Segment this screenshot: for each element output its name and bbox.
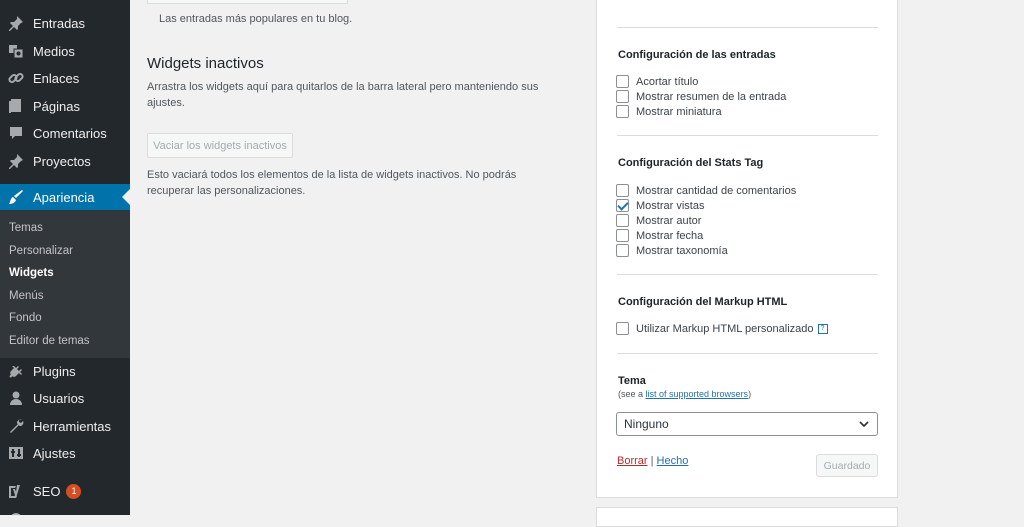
menu-label: Proyectos [33,153,91,169]
option-mostrar-fecha[interactable] [616,228,703,243]
option-mostrar-autor[interactable] [616,213,701,228]
admin-sidebar [0,0,130,515]
menu-item-medios[interactable] [0,38,130,64]
plugin-icon [6,361,26,381]
select-value: Ninguno [624,417,669,431]
inactive-widgets-title: Widgets inactivos [147,55,264,72]
option-label: Mostrar miniatura [636,105,722,118]
menu-label: SEO [33,483,61,499]
pages-icon [6,96,26,116]
checkbox[interactable] [616,184,629,197]
paintbrush-icon [6,187,26,207]
menu-label: Comentarios [33,125,107,141]
clear-inactive-note: Esto vaciará todos los elementos de la lista de widgets inactivos. No podrás recuperar las personalizaciones. [147,169,517,197]
theme-note [618,389,751,399]
delete-link[interactable]: Borrar [617,455,648,467]
submenu-item-menus[interactable]: Menús [9,290,44,302]
menu-label: Páginas [33,98,80,114]
submenu-item-fondo[interactable]: Fondo [9,312,42,324]
link-icon [6,68,26,88]
menu-item-comentarios[interactable] [0,120,130,146]
widget-settings-panel [596,0,898,498]
widget-box-edge [147,0,348,4]
inactive-widgets-description: Arrastra los widgets aquí para quitarlos de la barra lateral pero manteniendo sus ajustes. [147,81,539,109]
option-mostrar-miniatura[interactable] [616,104,722,119]
separator: | [650,455,654,467]
submenu-item-temas[interactable]: Temas [9,222,43,234]
pushpin-icon [6,151,26,171]
checkbox[interactable] [616,229,629,242]
chevron-down-icon [858,417,870,434]
menu-item-plugins[interactable] [0,358,130,384]
widget-control-actions [617,455,688,467]
supported-browsers-link[interactable]: list of supported browsers [645,389,749,399]
menu-label: Ajustes [33,445,76,461]
menu-item-entradas[interactable] [0,10,130,36]
option-mostrar-cantidad-comentarios[interactable] [616,183,796,198]
checkbox[interactable] [616,75,629,88]
next-widget-panel [596,507,898,527]
menu-item-enlaces[interactable] [0,65,130,91]
menu-label: Enlaces [33,70,80,86]
menu-icon [6,509,26,515]
menu-item-paginas[interactable] [0,93,130,119]
clear-inactive-widgets-button[interactable]: Vaciar los widgets inactivos [147,133,293,158]
option-label: Utilizar Markup HTML personalizado [636,322,814,335]
submenu-item-personalizar[interactable]: Personalizar [9,245,73,257]
theme-select[interactable] [616,412,878,436]
checkbox[interactable] [616,214,629,227]
menu-label: Herramientas [33,418,112,434]
entries-config-title: Configuración de las entradas [618,49,776,61]
widget-description: Las entradas más populares en tu blog. [159,13,353,25]
menu-label: Apariencia [33,189,95,205]
note-text: (see a [618,389,646,399]
option-label: Acortar título [636,75,699,88]
divider [617,135,878,136]
submenu-item-editor-de-temas[interactable]: Editor de temas [9,335,90,347]
divider [617,27,878,28]
option-label: Mostrar cantidad de comentarios [636,184,797,197]
appearance-submenu [0,210,130,358]
option-mostrar-taxonomia[interactable] [616,243,728,258]
note-text: ) [748,389,752,399]
option-label: Mostrar resumen de la entrada [636,90,787,103]
checkbox[interactable] [616,322,629,335]
divider [617,353,878,354]
menu-item-apariencia[interactable] [0,184,130,210]
save-button[interactable]: Guardado [816,454,878,477]
menu-item-usuarios[interactable] [0,385,130,411]
help-icon[interactable]: ? [818,324,828,334]
menu-item-herramientas[interactable] [0,413,130,439]
checkbox-checked[interactable] [616,199,629,212]
option-markup-html[interactable] [616,321,828,336]
option-label: Mostrar vistas [636,199,705,212]
menu-item-partial[interactable] [0,506,130,515]
checkbox[interactable] [616,105,629,118]
menu-label: Entradas [33,15,86,31]
settings-icon [6,443,26,463]
menu-item-ajustes[interactable] [0,440,130,466]
notification-badge: 1 [66,484,81,499]
pushpin-icon [6,13,26,33]
wrench-icon [6,416,26,436]
checkbox[interactable] [616,244,629,257]
markup-config-title: Configuración del Markup HTML [618,296,788,308]
submenu-item-widgets[interactable]: Widgets [9,267,54,279]
checkbox[interactable] [616,90,629,103]
theme-title: Tema [618,375,646,387]
comment-icon [6,123,26,143]
option-mostrar-vistas[interactable] [616,198,704,213]
option-label: Mostrar autor [636,214,702,227]
menu-label: Plugins [33,363,76,379]
option-acortar-titulo[interactable] [616,74,698,89]
option-label: Mostrar taxonomía [636,244,728,257]
media-icon [6,41,26,61]
stats-tag-config-title: Configuración del Stats Tag [618,157,764,169]
divider [617,274,878,275]
menu-label: Medios [33,43,75,59]
option-mostrar-resumen[interactable] [616,89,786,104]
done-link[interactable]: Hecho [656,455,689,467]
menu-item-seo[interactable] [0,478,130,504]
yoast-icon [6,481,26,501]
option-label: Mostrar fecha [636,229,704,242]
menu-item-proyectos[interactable] [0,148,130,174]
user-icon [6,388,26,408]
menu-label: Usuarios [33,390,85,406]
